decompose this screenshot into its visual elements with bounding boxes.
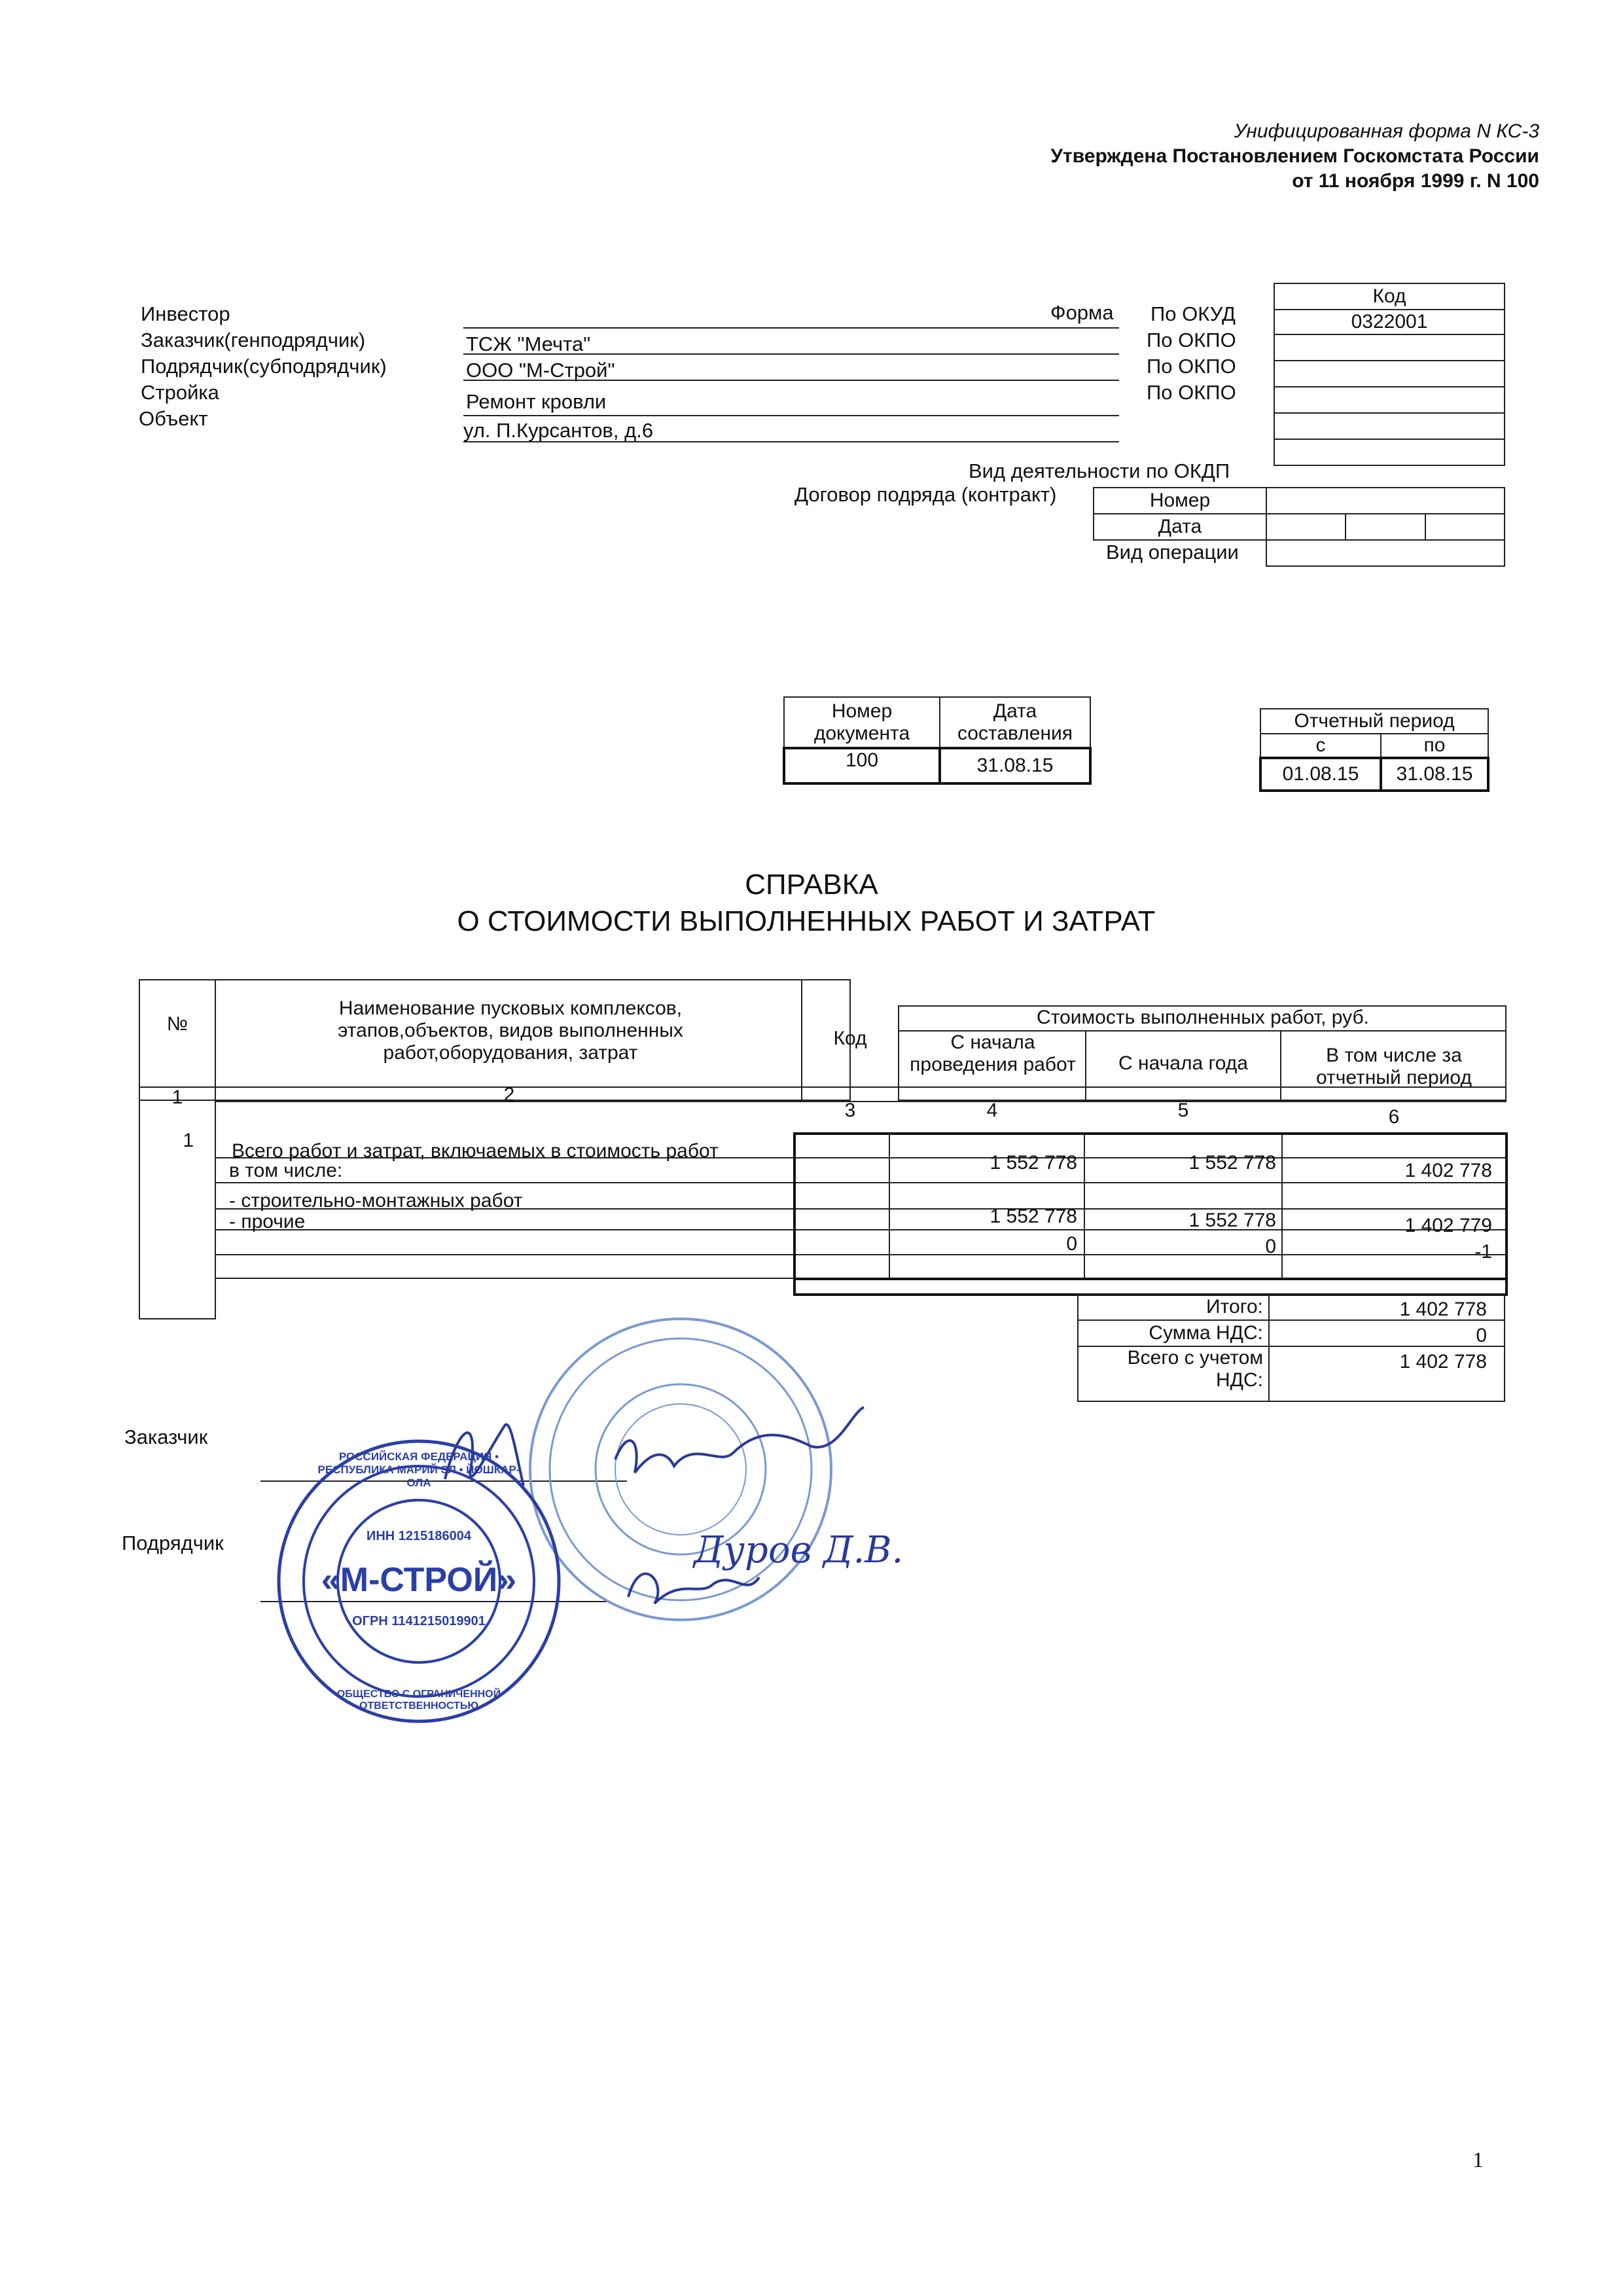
label-contractor: Подрядчик(субподрядчик) bbox=[141, 355, 387, 378]
operation-label: Вид операции bbox=[1106, 541, 1239, 564]
contract-date-label: Дата bbox=[1094, 514, 1266, 540]
construction-underline bbox=[463, 415, 1119, 416]
doc-number-value: 100 bbox=[784, 748, 940, 783]
code-column bbox=[1274, 283, 1505, 466]
label-investor: Инвестор bbox=[141, 302, 230, 325]
customer-underline bbox=[463, 353, 1119, 355]
period-from-value: 01.08.15 bbox=[1260, 758, 1381, 791]
stamp-inn: ИНН 1215186004 bbox=[366, 1529, 472, 1543]
contract-number-label: Номер bbox=[1094, 488, 1266, 514]
form-name: Унифицированная форма N КС-3 bbox=[1234, 120, 1539, 142]
contract-table bbox=[1093, 487, 1505, 567]
row-start: 1 552 778 bbox=[990, 1152, 1077, 1174]
title-line-1: СПРАВКА bbox=[745, 869, 878, 901]
label-object: Объект bbox=[139, 407, 208, 430]
period-header: Отчетный период bbox=[1260, 709, 1488, 734]
okud-value: 0322001 bbox=[1274, 310, 1505, 334]
vat-value: 0 bbox=[1476, 1325, 1487, 1346]
doc-number-header: Номер документа bbox=[784, 697, 940, 748]
label-customer: Заказчик(генподрядчик) bbox=[141, 329, 366, 351]
row-start: 0 bbox=[1066, 1233, 1077, 1255]
document-table bbox=[783, 696, 1092, 785]
period-to-label: по bbox=[1381, 734, 1488, 758]
signature-customer-label: Заказчик bbox=[124, 1426, 208, 1448]
period-from-label: с bbox=[1260, 734, 1381, 758]
row-name: Всего работ и затрат, включаемых в стоимость работ bbox=[232, 1140, 719, 1162]
col-cost-group-header: Стоимость выполненных работ, руб. bbox=[1037, 1007, 1369, 1028]
approved-line: Утверждена Постановлением Госкомстата России bbox=[1050, 145, 1539, 167]
doc-date-value: 31.08.15 bbox=[940, 748, 1090, 783]
contract-date-value bbox=[1266, 514, 1505, 540]
col-since-year-header: С начала года bbox=[1118, 1052, 1248, 1074]
row-name: - прочие bbox=[229, 1211, 306, 1232]
col-number-4: 4 bbox=[986, 1100, 998, 1121]
row-year: 0 bbox=[1265, 1236, 1276, 1257]
construction-value: Ремонт кровли bbox=[466, 390, 607, 413]
vat-label: Сумма НДС: bbox=[1149, 1322, 1263, 1344]
with-vat-value: 1 402 778 bbox=[1399, 1351, 1487, 1372]
period-table bbox=[1259, 708, 1489, 792]
signature-contractor-label: Подрядчик bbox=[122, 1532, 224, 1554]
row-year: 1 552 778 bbox=[1188, 1152, 1276, 1174]
form-header bbox=[1050, 119, 1539, 194]
title-line-2: О СТОИМОСТИ ВЫПОЛНЕННЫХ РАБОТ И ЗАТРАТ bbox=[457, 905, 1156, 937]
row-year: 1 552 778 bbox=[1188, 1210, 1276, 1231]
okdp-label: Вид деятельности по ОКДП bbox=[969, 459, 1230, 482]
okpo-label-2: По ОКПО bbox=[1147, 355, 1236, 378]
row-name: в том числе: bbox=[229, 1160, 343, 1181]
okpo-label-1: По ОКПО bbox=[1147, 329, 1236, 351]
col-since-start-header: С начала проведения работ bbox=[910, 1031, 1076, 1075]
row-period: 1 402 779 bbox=[1404, 1215, 1492, 1236]
okud-label: По ОКУД bbox=[1150, 302, 1236, 325]
stamp-outer-text: РОССИЙСКАЯ ФЕДЕРАЦИЯ • РЕСПУБЛИКА МАРИЙ ЭЛ • ЙОШКАР-ОЛА bbox=[317, 1450, 520, 1489]
okpo-value-2 bbox=[1274, 361, 1505, 387]
row-period: 1 402 778 bbox=[1404, 1160, 1492, 1181]
col-number-5: 5 bbox=[1177, 1100, 1189, 1121]
doc-date-header: Дата составления bbox=[940, 697, 1090, 748]
total-label: Итого: bbox=[1206, 1296, 1263, 1318]
row-number: 1 bbox=[183, 1130, 194, 1151]
customer-value: ТСЖ "Мечта" bbox=[466, 332, 591, 355]
okpo-value-1 bbox=[1274, 334, 1505, 361]
col-code-header: Код bbox=[833, 1028, 867, 1049]
operation-spacer bbox=[1094, 540, 1266, 566]
col-number-2: 2 bbox=[503, 1084, 515, 1105]
contract-number-value bbox=[1266, 488, 1505, 514]
col-number-6: 6 bbox=[1388, 1106, 1400, 1128]
investor-underline bbox=[463, 327, 1119, 329]
stamp-inner-text: ОБЩЕСТВО С ОГРАНИЧЕННОЙ ОТВЕТСТВЕННОСТЬЮ bbox=[336, 1689, 501, 1712]
operation-value bbox=[1266, 540, 1505, 566]
period-to-value: 31.08.15 bbox=[1381, 758, 1488, 791]
row-name: - строительно-монтажных работ bbox=[229, 1190, 523, 1211]
contractor-value: ООО "М-Строй" bbox=[466, 359, 615, 382]
col-period-header: В том числе за отчетный период bbox=[1316, 1045, 1472, 1088]
row-period: -1 bbox=[1474, 1241, 1492, 1263]
with-vat-label: Всего с учетом НДС: bbox=[1127, 1347, 1263, 1391]
row-start: 1 552 778 bbox=[990, 1206, 1077, 1227]
handwritten-signatures bbox=[419, 1388, 890, 1636]
stamp-ogrn: ОГРН 1141215019901 bbox=[352, 1614, 486, 1628]
col-number-3: 3 bbox=[844, 1100, 856, 1121]
col-name-header: Наименование пусковых комплексов, этапов,объектов, видов выполненных работ,оборудования, затрат bbox=[338, 997, 683, 1064]
total-value: 1 402 778 bbox=[1399, 1299, 1487, 1320]
label-construction: Стройка bbox=[141, 381, 219, 404]
object-value: ул. П.Курсантов, д.6 bbox=[463, 419, 654, 442]
form-label: Форма bbox=[1050, 301, 1114, 324]
col-number-1: 1 bbox=[171, 1086, 183, 1108]
okdp-value bbox=[1274, 439, 1505, 465]
contractor-underline bbox=[463, 380, 1119, 381]
contractor-signature-name: Дуров Д.В. bbox=[694, 1529, 904, 1571]
contract-label: Договор подряда (контракт) bbox=[794, 483, 1057, 506]
okpo-value-3 bbox=[1274, 387, 1505, 413]
approved-date: от 11 ноября 1999 г. N 100 bbox=[1292, 170, 1539, 192]
code-header: Код bbox=[1274, 283, 1505, 310]
col-num-header: № bbox=[166, 1013, 188, 1035]
okpo-label-3: По ОКПО bbox=[1147, 381, 1236, 404]
object-underline bbox=[463, 441, 1119, 442]
stamp-name: «М-СТРОЙ» bbox=[321, 1561, 517, 1599]
page-number: 1 bbox=[1472, 2148, 1484, 2172]
empty-code-row bbox=[1274, 413, 1505, 439]
